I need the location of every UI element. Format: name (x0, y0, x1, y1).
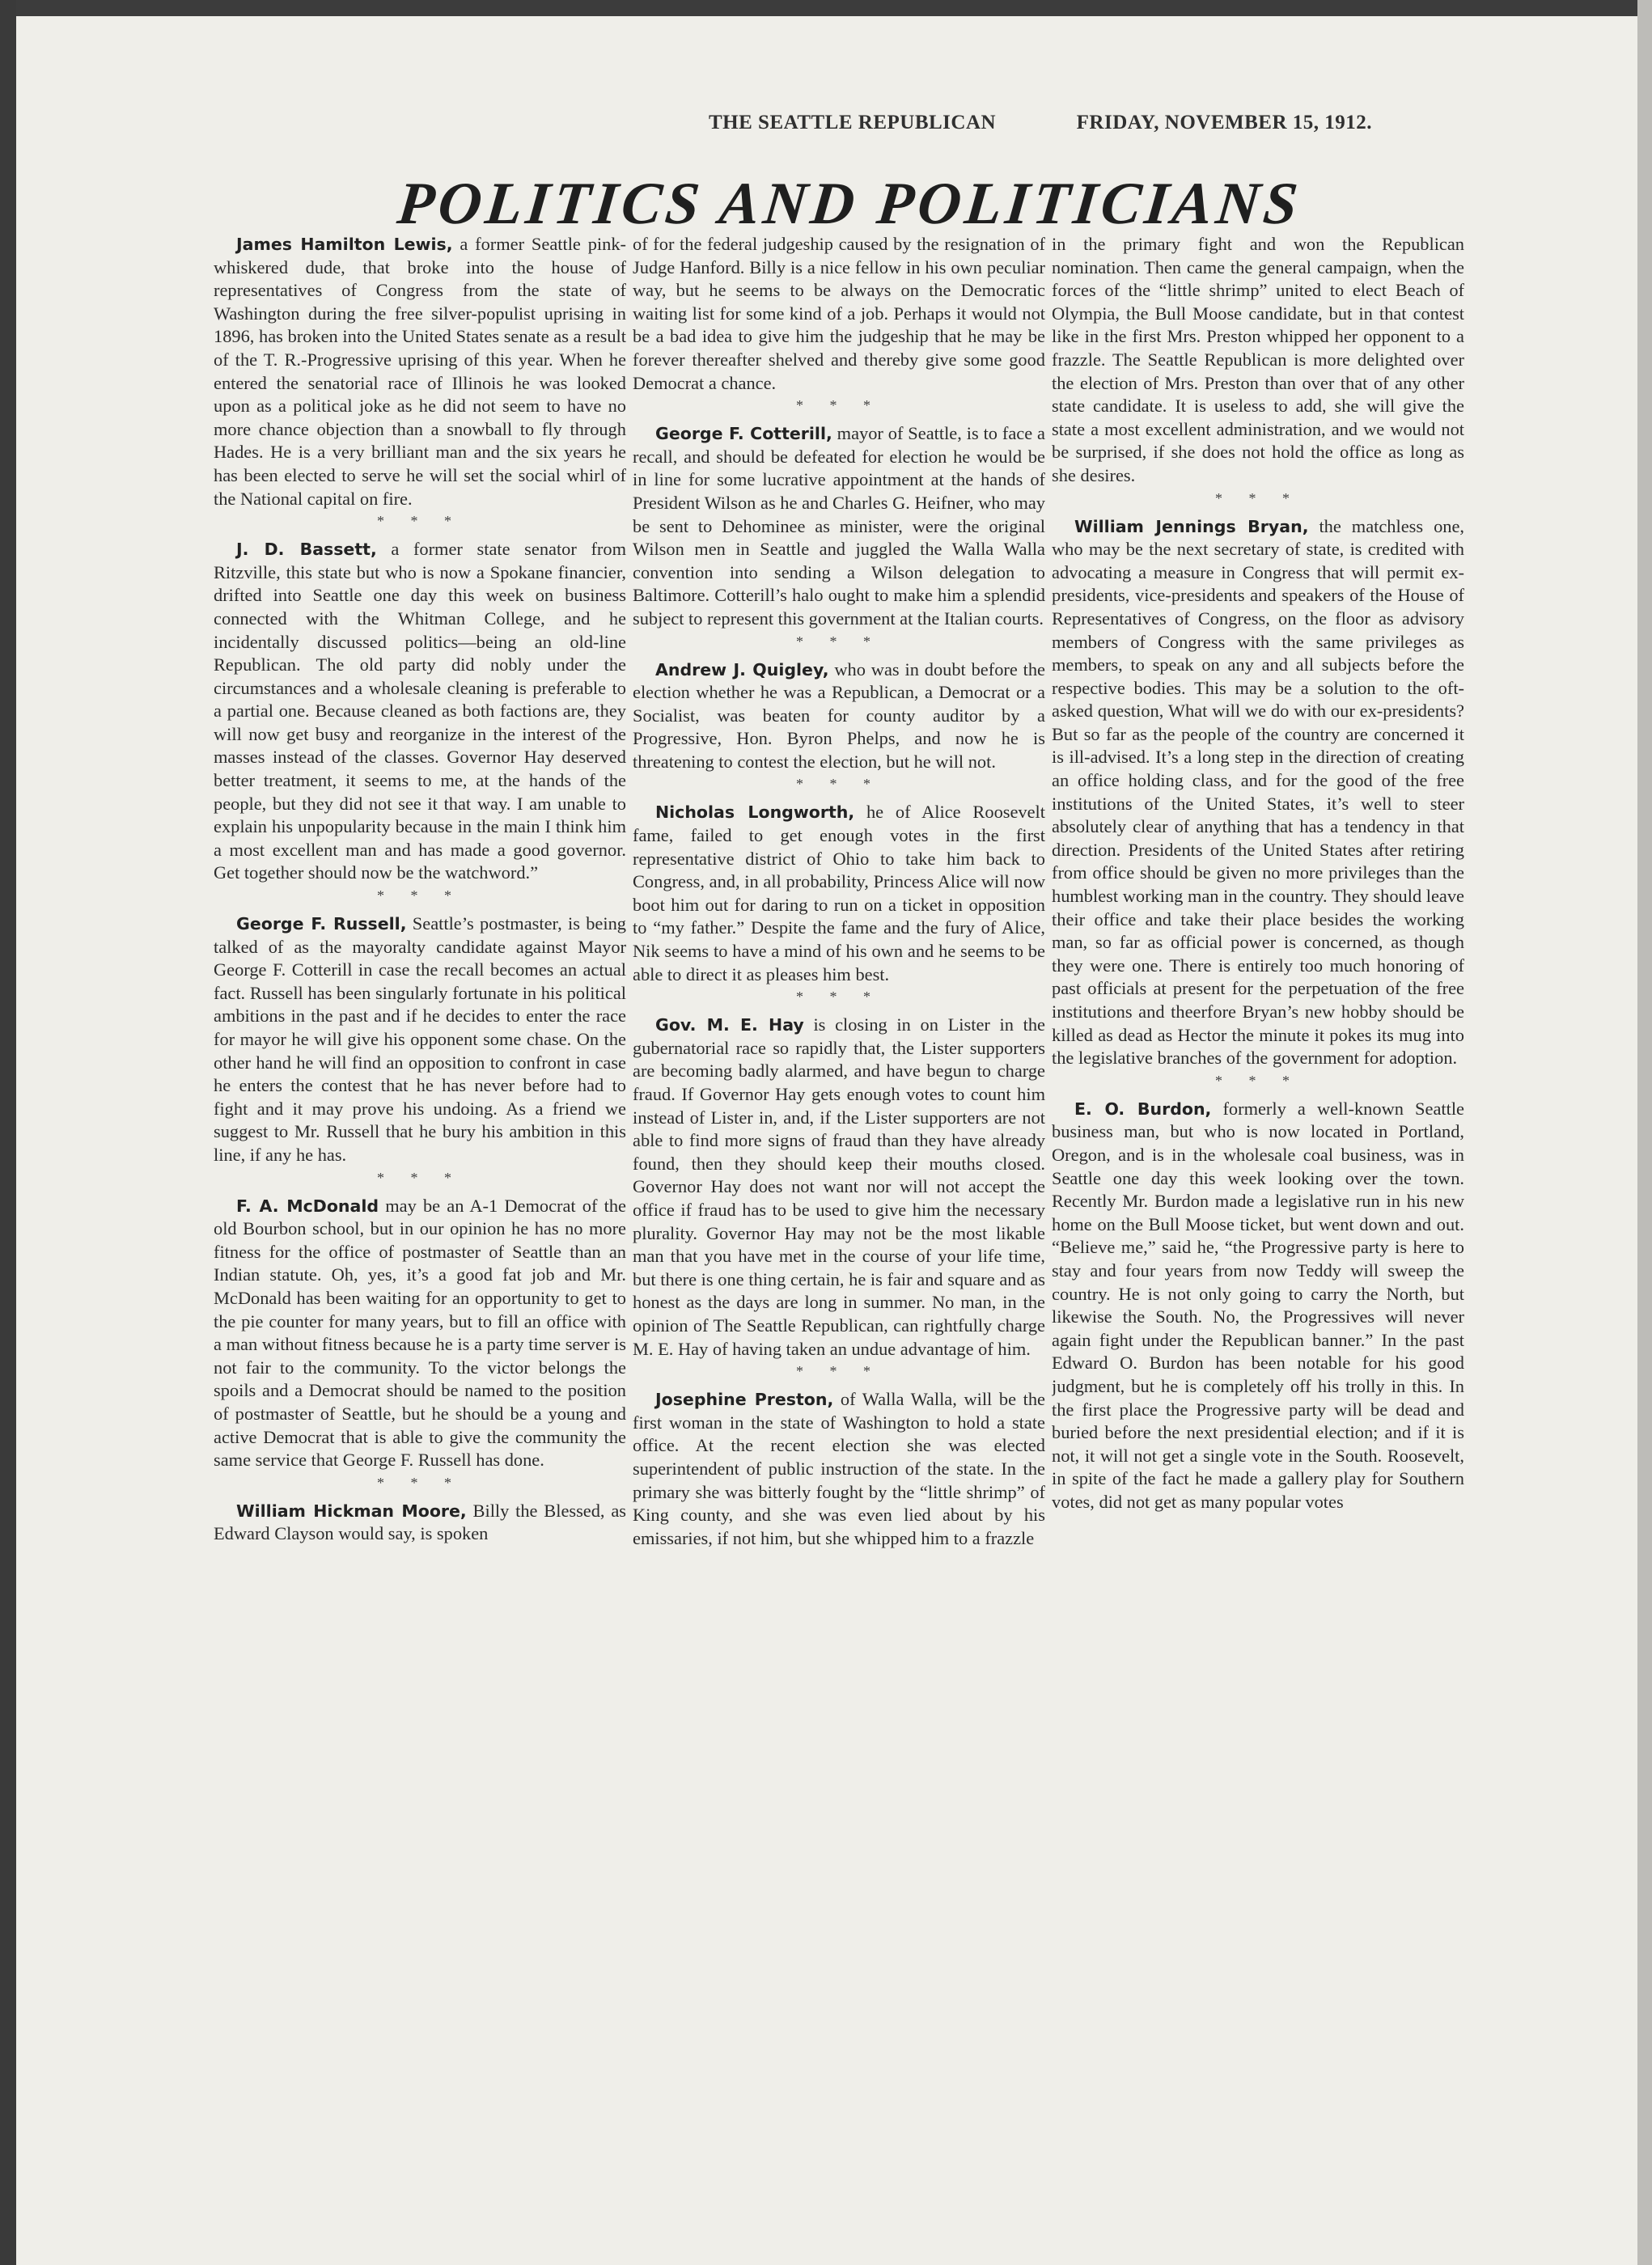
article-name: Josephine Preston, (655, 1390, 834, 1410)
article-text: mayor of Seattle, is to face a recall, and should be defeated for election he would be in line for some lucrative appointment at the hands of President Wilson as he and Charles G. Heifner, who may be sent to Dehominee as minister, were the original Wilson men in Seattle and juggled the Walla Walla convention into sending a Wilson delegation to Baltimore. Cotterill’s halo ought to make him a splendid subject to represent this government at the Italian courts. (633, 423, 1045, 629)
paper-name: THE SEATTLE REPUBLICAN (709, 112, 997, 133)
article-text: the matchless one, who may be the next secretary of state, is credited with advocating a measure in Congress that will permit ex-presidents, vice-presidents and speakers of the House of Representatives of Congress, on the floor as advisory members of Congress with the same privileges as members, to speak on any and all subjects before the respective bodies. This may be a solution to the oft-asked question, What will we do with our ex-presidents? But so far as the people of the country are concerned it is ill-advised. It’s a long step in the direction of creating an office holding class, and for the good of the free institutions of the United States, it’s well to steer absolutely clear of anything that has a tendency in that direction. Presidents of the United States after retiring from office should be given no more privileges than the humblest working man in the country. They should leave their office and take their place besides the working man, so far as official power is concerned, as though they were one. There is entirely too much honoring of past officials at present for the perpetuation of the free institutions and theerfore Bryan’s new hobby should be killed as dead as Hector the minute it pokes its mug into the legislative branches of the government for adoption. (1052, 515, 1464, 1069)
separator-stars: * * * (1215, 489, 1301, 506)
article-name: George F. Russell, (236, 914, 407, 934)
article-name: J. D. Bassett, (236, 540, 377, 560)
article-text: Seattle’s postmaster, is being talked of as the mayoralty candidate against Mayor George F. Cotterill in case the recall becomes an actual fact. Russell has been singularly fortunate in his political ambitions in the past and if he decides to enter the race for mayor he will give his opponent some chase. On the other hand he will find an opposition to confront in case he enters the contest that he has never before had to fight and it may prove his undoing. As a friend we suggest to Mr. Russell that he bury his ambition in this line, if any he has. (214, 913, 626, 1165)
article-mcdonald (214, 1195, 626, 1472)
separator-stars: * * * (796, 397, 882, 414)
separator-stars: * * * (796, 989, 882, 1005)
separator-stars: * * * (796, 1363, 882, 1380)
article-preston (633, 1388, 1045, 1550)
scan-border-left (0, 0, 16, 2265)
article-hay (633, 1014, 1045, 1361)
separator-stars: * * * (377, 1474, 463, 1491)
article-russell (214, 912, 626, 1167)
article-text: a former Seattle pink-whiskered dude, that broke into the house of representatives of Congress from the state of Washington during the free silver-populist uprising in 1896, has broken into the United States senate as a result of the T. R.-Progressive uprising of this year. When he entered the senatorial race of Illinois he was looked upon as a political joke as he did not seem to have no more chance objection than a snowball to fly through Hades. He is a very brilliant man and the six years he has been elected to serve he will set the social whirl of the National capital on fire. (214, 234, 626, 509)
article-burdon (1052, 1098, 1464, 1514)
article-text: of Walla Walla, will be the first woman in the state of Washington to hold a state office. At the recent election she was elected superintendent of public instruction of the state. In the primary she was bitterly fought by the “little shrimp” of King county, and she was even lied about by his emissaries, if not him, but she whipped him to a frazzle (633, 1389, 1045, 1548)
article-moore (214, 1500, 626, 1546)
separator-stars: * * * (796, 633, 882, 650)
article-name: Gov. M. E. Hay (655, 1015, 804, 1035)
article-text: may be an A-1 Democrat of the old Bourbon school, but in our opinion he has no more fitness for the office of postmaster of Seattle than an Indian statute. Oh, yes, it’s a good fat job and Mr. McDonald has been waiting for an opportunity to get to the pie counter for many years, but to fill an office with a man without fitness because he is a party time server is not fair to the community. To the victor belongs the spoils and a Democrat should be named to the position of postmaster of Seattle, but he should be a young and active Democrat that is able to give the community the same service that George F. Russell has done. (214, 1195, 626, 1471)
article-name: William Hickman Moore, (236, 1501, 467, 1521)
separator-stars: * * * (1215, 1072, 1301, 1089)
article-name: E. O. Burdon, (1074, 1099, 1212, 1119)
article-cotterill (633, 422, 1045, 630)
column-2 (633, 233, 1045, 1956)
newspaper-page (16, 16, 1637, 2265)
column-1 (214, 233, 626, 1956)
article-name: James Hamilton Lewis, (236, 235, 453, 254)
article-text: Billy the Blessed, as Edward Clayson would say, is spoken (214, 1500, 626, 1544)
article-continuation: of for the federal judgeship caused by the resignation of Judge Hanford. Billy is a nice fellow in his own peculiar way, but he seems to be always on the Democratic waiting list for some kind of a job. Perhaps it would not be a bad idea to give him the judgeship that he may be forever thereafter shelved and thereby give some good Democrat a chance. (633, 234, 1045, 393)
section-title: POLITICS AND POLITICIANS (394, 171, 1305, 237)
article-text: a former state senator from Ritzville, this state but who is now a Spokane financier, drifted into Seattle one day this week on business connected with the Whitman College, and he incidentally discussed politics—being an old-line Republican. The old party did nobly under the circumstances and a wholesale cleaning is preferable to a partial one. Because cleaned as both factions are, they will now get busy and reorganize in the interest of the masses instead of the classes. Governor Hay deserved better treatment, it seems to me, at the hands of the people, but they did not see it that way. I am unable to explain his unpopularity because in the main I think him a most excellent man and has made a good governor. Get together should now be the watchword.” (214, 539, 626, 883)
article-name: William Jennings Bryan, (1074, 516, 1309, 536)
article-bryan (1052, 515, 1464, 1070)
separator-stars: * * * (377, 1169, 463, 1186)
column-3 (1052, 233, 1464, 1956)
article-text: who was in doubt before the election whether he was a Republican, a Democrat or a Socialist, was beaten for county auditor by a Progressive, Hon. Byron Phelps, and now he is threatening to contest the election, but he will not. (633, 658, 1045, 772)
article-text: formerly a well-known Seattle business man, but who is now located in Portland, Oregon, and is in the wholesale coal business, was in Seattle one day this week looking over the town. Recently Mr. Burdon made a legislative run in his new home on the Bull Moose ticket, but went down and out. “Believe me,” said he, “the Progressive party is here to stay and four years from now Teddy will sweep the country. He is not only going to carry the North, but likewise the South. No, the Progressives will never again fight under the Republican banner.” In the past Edward O. Burdon has been notable for his good judgment, but he is completely off his trolly in this. In the first place the Progressive party will be dead and buried before the next presidential election; and if it is not, it will not get a single vote in the South. Roosevelt, in spite of the fact he made a gallery play for Southern votes, did not get as many popular votes (1052, 1098, 1464, 1512)
article-name: Andrew J. Quigley, (655, 659, 829, 680)
scan-border-right (1637, 0, 1652, 2265)
separator-stars: * * * (377, 513, 463, 530)
article-bassett (214, 538, 626, 885)
article-name: George F. Cotterill, (655, 424, 832, 444)
article-continuation: in the primary fight and won the Republican nomination. Then came the general campaign, when the forces of the “little shrimp” united to elect Beach of Olympia, the Bull Moose candidate, but in that contest like in the first Mrs. Preston whipped her opponent to a frazzle. The Seattle Republican is more delighted over the election of Mrs. Preston than over that of any other state candidate. It is useless to add, she will give the state a most excellent administration, and we would not be surprised, if she does not hold the office as long as she desires. (1052, 234, 1464, 485)
separator-stars: * * * (377, 887, 463, 904)
article-text: he of Alice Roosevelt fame, failed to get enough votes in the first representative district of Ohio to take him back to Congress, and, in all probability, Princess Alice will now boot him out for daring to run on a ticket in opposition to “my father.” Despite the fame and the fury of Alice, Nik seems to have a mind of his own and he seems to be able to direct it as pleases him best. (633, 802, 1045, 984)
article-lewis (214, 233, 626, 510)
article-name: F. A. McDonald (236, 1196, 379, 1216)
issue-date: FRIDAY, NOVEMBER 15, 1912. (1076, 112, 1372, 133)
scan-border-top (0, 0, 1652, 16)
article-name: Nicholas Longworth, (655, 802, 855, 823)
article-text: is closing in on Lister in the gubernatorial race so rapidly that, the Lister supporters are becoming badly alarmed, and have begun to charge fraud. If Governor Hay gets enough votes to count him instead of Lister in, and, if the Lister supporters are not able to find more signs of fraud than they have already found, then they should keep their mouths closed. Governor Hay does not want nor will not accept the office if fraud has to be used to give him the necessary plurality. Governor Hay may not be the most likable man that you have met in the course of your life time, but there is one thing certain, he is fair and square and as honest as the days are long in summer. No man, in the opinion of The Seattle Republican, can rightfully charge M. E. Hay of having taken an undue advantage of him. (633, 1014, 1045, 1359)
article-longworth (633, 801, 1045, 986)
separator-stars: * * * (796, 776, 882, 793)
article-quigley (633, 658, 1045, 774)
